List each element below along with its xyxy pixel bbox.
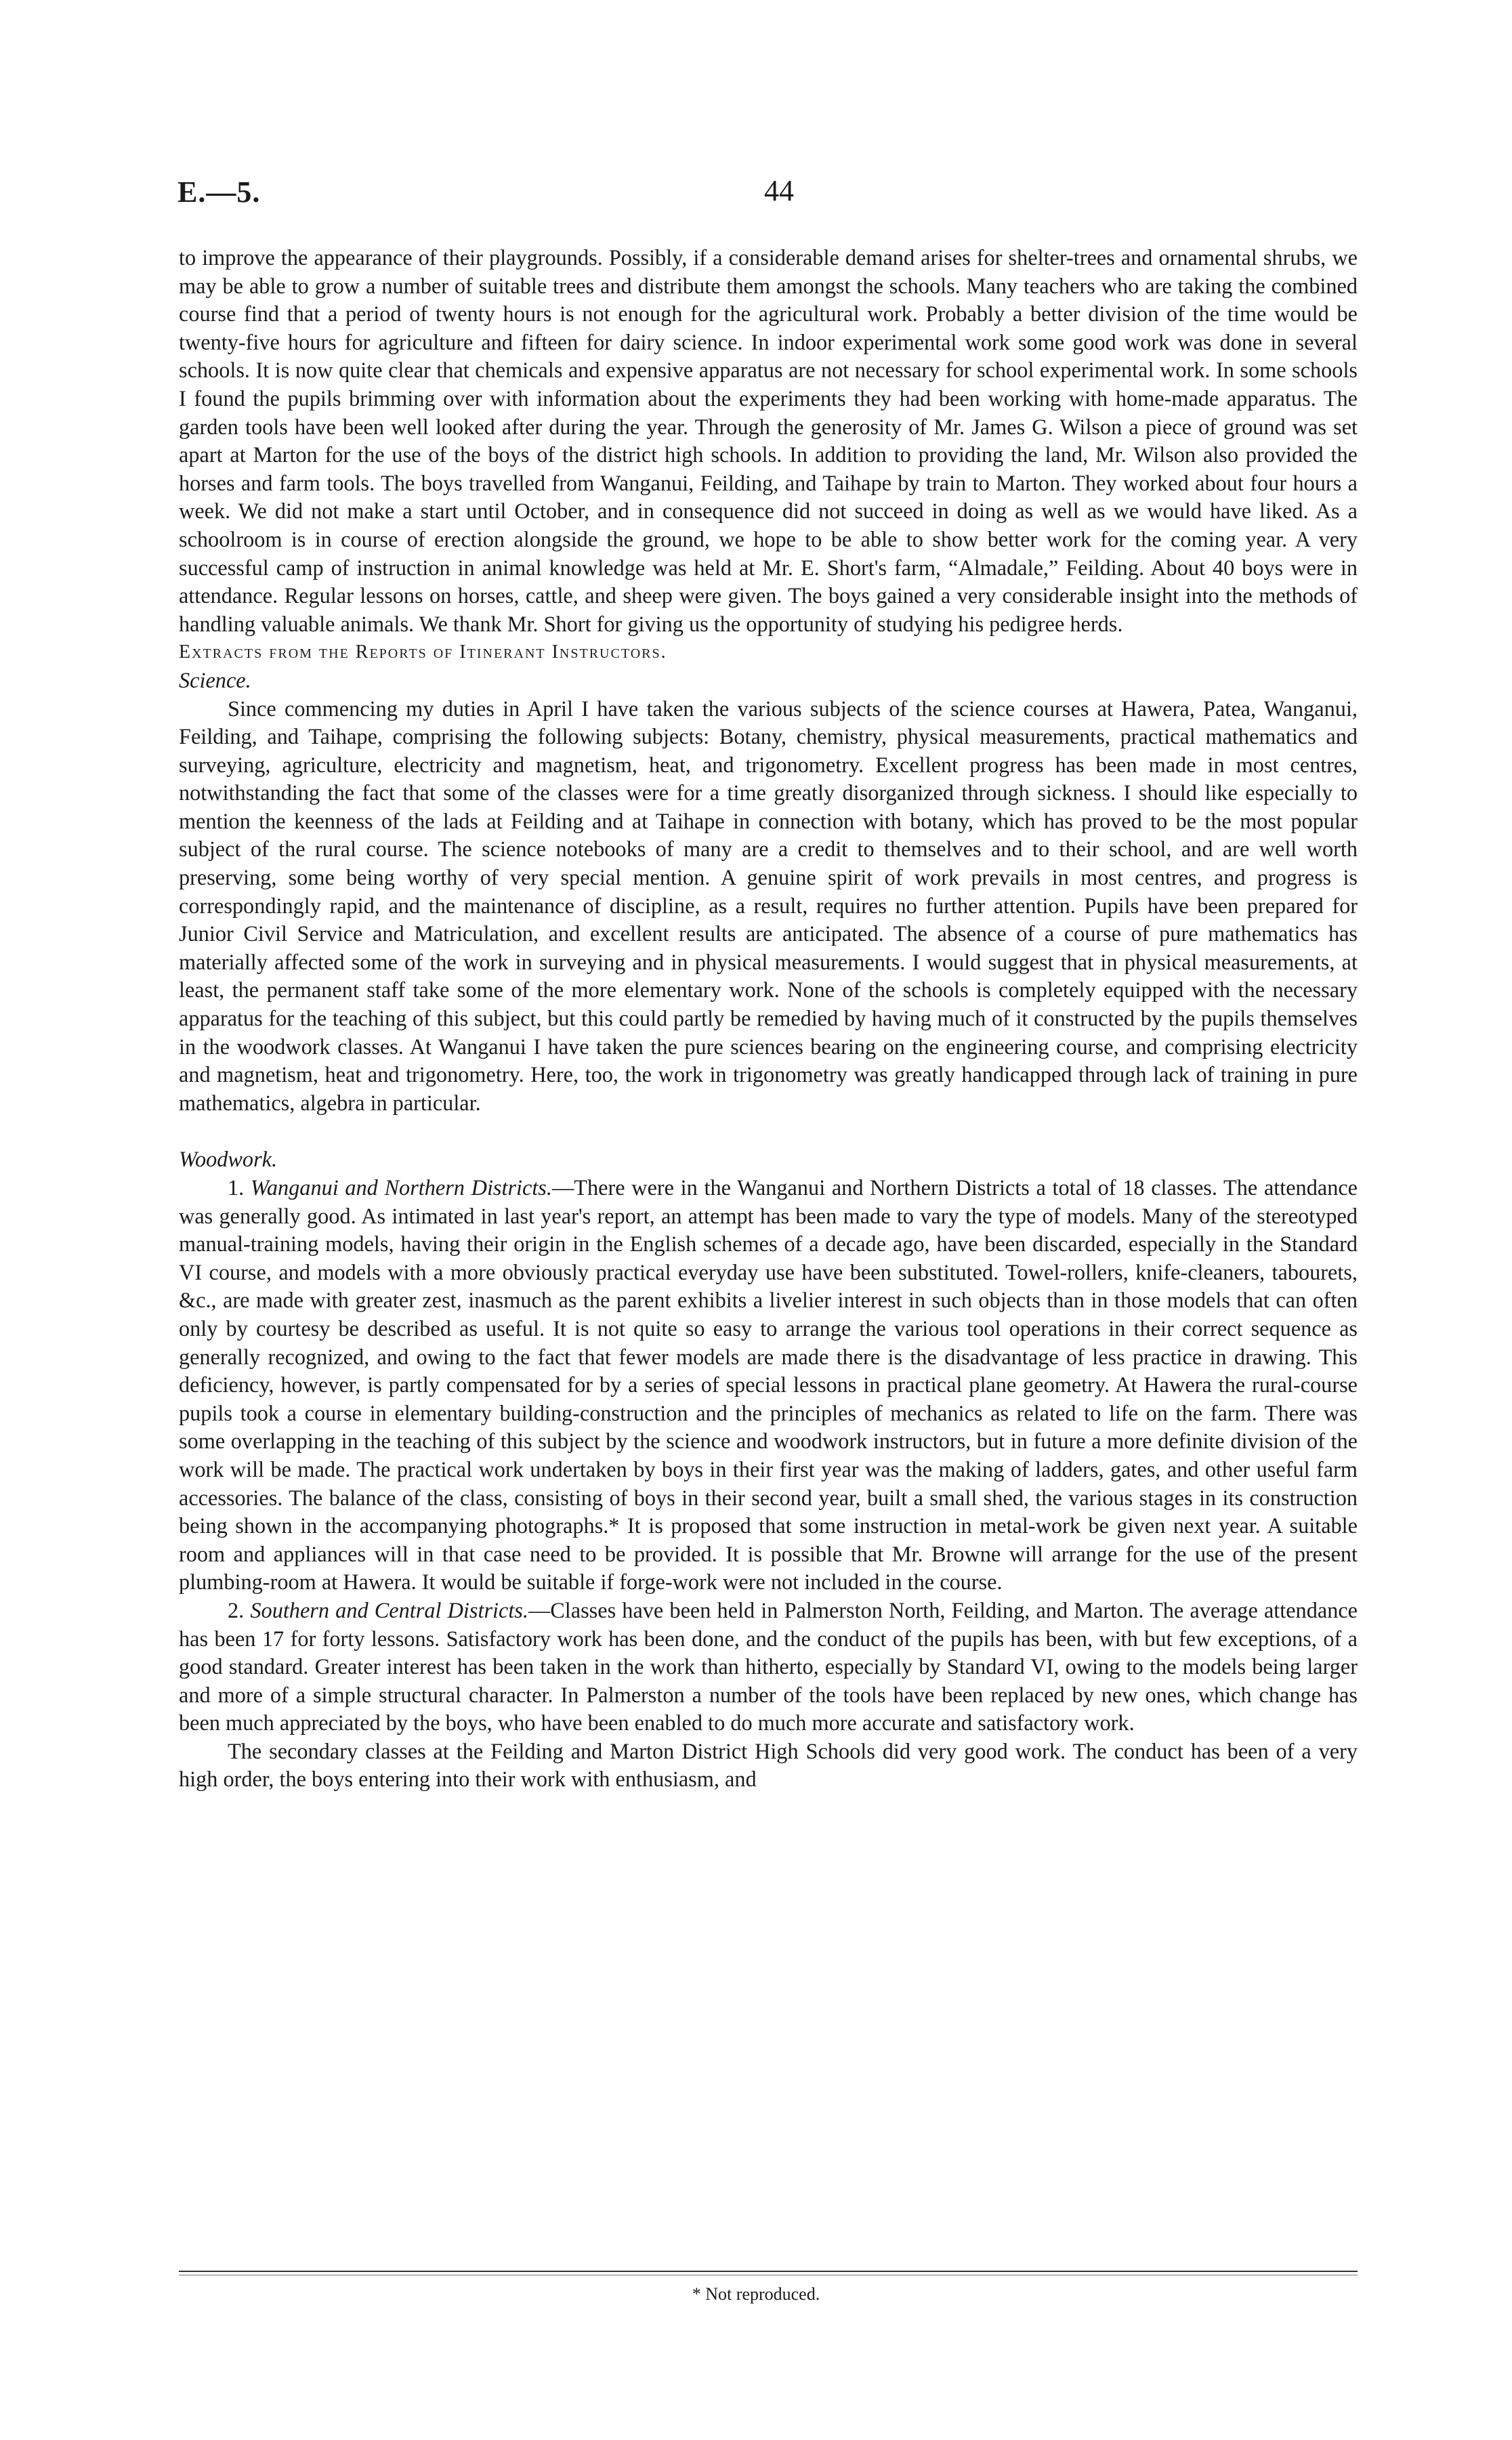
section-heading-extracts: Extracts from the Reports of Itinerant Instructors. [179, 641, 667, 663]
paragraph-woodwork-northern [179, 1174, 1358, 1597]
paragraph-secondary-classes: The secondary classes at the Feilding and Marton District High Schools did very good work. The conduct has been of a very high order, the boys entering into their work with enthusiasm, and [179, 1738, 1358, 1792]
subheading-science: Science. [179, 667, 251, 692]
spacer [179, 1117, 1358, 1145]
document-reference: E.—5. [177, 175, 261, 209]
footnote-divider [179, 2271, 1358, 2272]
paragraph-text: —Classes have been held in Palmerston North, Feilding, and Marton. The average attendance has been 17 for forty lessons. Satisfactory work has been done, and the conduct of the pupils has been, with but few exceptions, of a good standard. Greater interest has been taken in the work than hitherto, especially by Standard VI, owing to the models being larger and more of a simple structural character. In Palmerston a number of the tools have been replaced by new ones, which change has been much appreciated by the boys, who have been enabled to do much more accurate and satisfactory work. [179, 1597, 1358, 1736]
paragraph-playgrounds: to improve the appearance of their playgrounds. Possibly, if a considerable demand arises for shelter-trees and ornamental shrubs, we may be able to grow a number of suitable trees and distribute them amongst the schools. Many teachers who are taking the combined course find that a period of twenty hours is not enough for the agricultural work. Probably a better division of the time would be twenty-five hours for agriculture and fifteen for dairy science. In indoor experimental work some good work was done in several schools. It is now quite clear that chemicals and expensive apparatus are not necessary for school experimental work. In some schools I found the pupils brimming over with information about the experiments they had been working with home-made apparatus. The garden tools have been well looked after during the year. Through the generosity of Mr. James G. Wilson a piece of ground was set apart at Marton for the use of the boys of the district high schools. In addition to providing the land, Mr. Wilson also provided the horses and farm tools. The boys travelled from Wanganui, Feilding, and Taihape by train to Marton. They worked about four hours a week. We did not make a start until October, and in consequence did not succeed in doing as well as we would have liked. As a schoolroom is in course of erection alongside the ground, we hope to be able to show better work for the coming year. A very successful camp of instruction in animal knowledge was held at Mr. E. Short's farm, “Almadale,” Feilding. About 40 boys were in attendance. Regular lessons on horses, cattle, and sheep were given. The boys gained a very considerable insight into the methods of handling valuable animals. We thank Mr. Short for giving us the opportunity of studying his pedigree herds. [179, 245, 1358, 636]
page-number: 44 [764, 174, 794, 207]
body-text [179, 244, 1358, 1794]
subheading-woodwork: Woodwork. [179, 1147, 278, 1172]
item-number: 2. [228, 1597, 251, 1622]
paragraph-science: Since commencing my duties in April I have taken the various subjects of the science courses at Hawera, Patea, Wanganui, Feilding, and Taihape, comprising the following subjects: Botany, chemistry, physical measurements, practical mathematics and surveying, agriculture, electricity and magnetism, heat, and trigonometry. Excellent progress has been made in most centres, notwithstanding the fact that some of the classes were for a time greatly disorganized through sickness. I should like especially to mention the keenness of the lads at Feilding and at Taihape in connection with botany, which has proved to be the most popular subject of the rural course. The science notebooks of many are a credit to themselves and to their school, and are well worth preserving, some being worthy of very special mention. A genuine spirit of work prevails in most centres, and progress is correspondingly rapid, and the maintenance of discipline, as a result, requires no further attention. Pupils have been prepared for Junior Civil Service and Matriculation, and excellent results are anticipated. The absence of a course of pure mathematics has materially affected some of the work in surveying and in physical measurements. I would suggest that in physical measurements, at least, the permanent staff take some of the more elementary work. None of the schools is completely equipped with the necessary apparatus for the teaching of this subject, but this could partly be remedied by having much of it constructed by the pupils themselves in the woodwork classes. At Wanganui I have taken the pure sciences bearing on the engineering course, and comprising electricity and magnetism, heat and trigonometry. Here, too, the work in trigonometry was greatly handicapped through lack of training in pure mathematics, algebra in particular. [179, 696, 1358, 1115]
district-title: Wanganui and Northern Districts. [250, 1175, 552, 1200]
district-title: Southern and Central Districts. [250, 1597, 528, 1622]
paragraph-text: —There were in the Wanganui and Northern Districts a total of 18 classes. The attendance was generally good. As intimated in last year's report, an attempt has been made to vary the type of models. Many of the stereotyped manual-training models, having their origin in the English schemes of a decade ago, have been discarded, especially in the Standard VI course, and models with a more obviously practical everyday use have been substituted. Towel-rollers, knife-cleaners, tabourets, &c., are made with greater zest, inasmuch as the parent exhibits a livelier interest in such objects than in those models that can often only by courtesy be described as useful. It is not quite so easy to arrange the various tool operations in their correct sequence as generally recognized, and owing to the fact that fewer models are made there is the disadvantage of less practice in drawing. This deficiency, however, is partly compensated for by a series of special lessons in practical plane geometry. At Hawera the rural-course pupils took a course in elementary building-construction and the principles of mechanics as related to life on the farm. There was some overlapping in the teaching of this subject by the science and woodwork instructors, but in future a more definite division of the work will be made. The practical work undertaken by boys in their first year was the making of ladders, gates, and other useful farm accessories. The balance of the class, consisting of boys in their second year, built a small shed, the various stages in its construction being shown in the accompanying photographs.* It is proposed that some instruction in metal-work be given next year. A suitable room and appliances will in that case need to be provided. It is possible that Mr. Browne will arrange for the use of the present plumbing-room at Hawera. It would be suitable if forge-work were not included in the course. [179, 1175, 1358, 1595]
footnote: * Not reproduced. [692, 2284, 820, 2304]
item-number: 1. [228, 1175, 251, 1200]
paragraph-woodwork-southern [179, 1597, 1358, 1738]
